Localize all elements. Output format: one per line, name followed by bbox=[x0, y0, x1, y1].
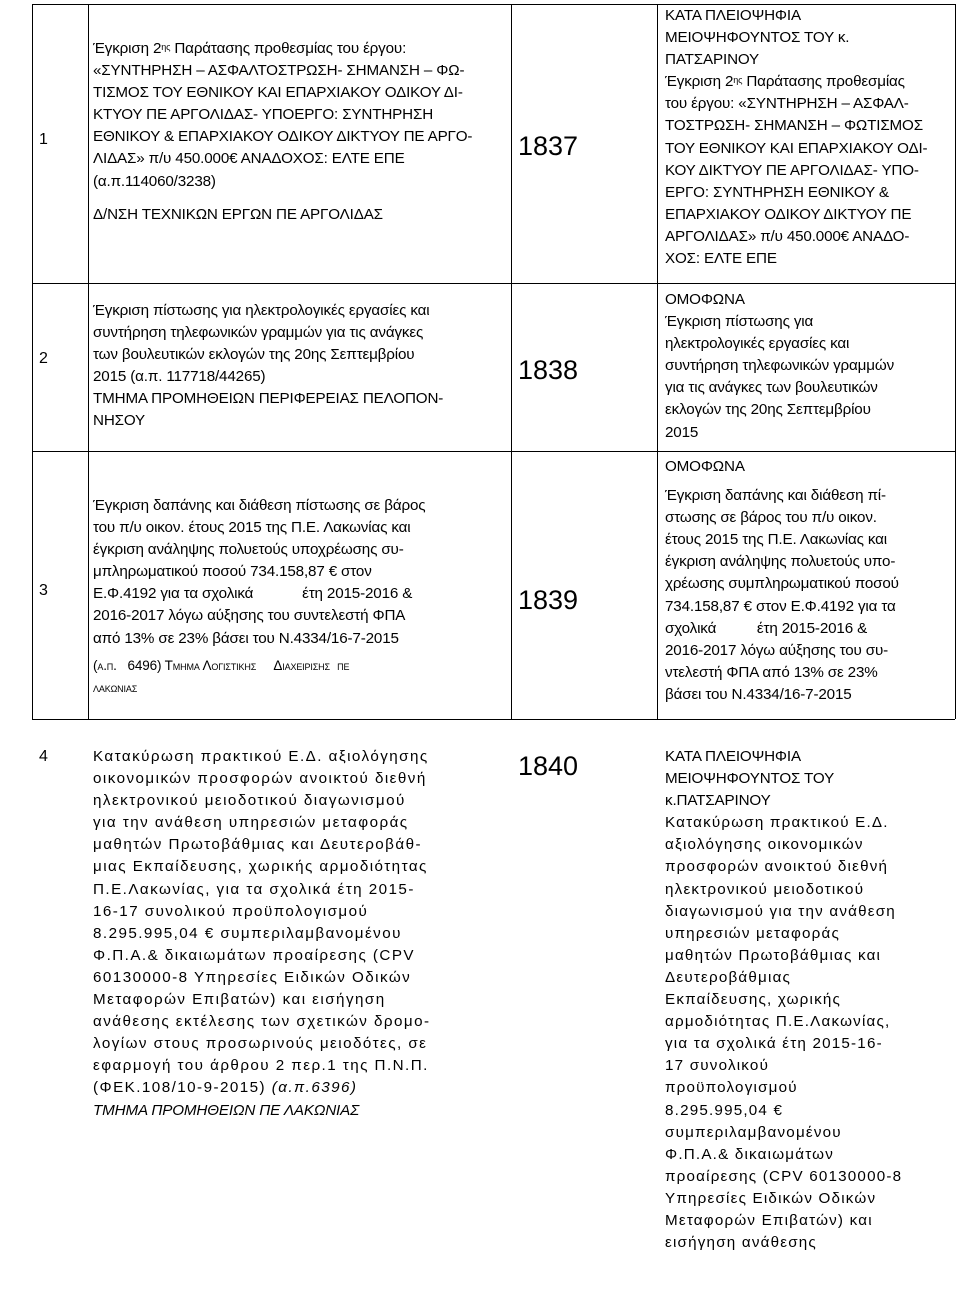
decision-text: προσφορών ανοικτού διεθνή bbox=[665, 858, 889, 876]
row-number: 1 bbox=[39, 131, 48, 148]
subject-text: ΤΙΣΜΟΣ ΤΟΥ ΕΘΝΙΚΟΥ ΚΑΙ ΕΠΑΡΧΙΑΚΟΥ ΟΔΙΚΟΥ ΔΙ- bbox=[93, 84, 463, 102]
department-name: λακωνιας bbox=[93, 679, 138, 695]
decision-text: υπηρεσιών μεταφοράς bbox=[665, 924, 840, 942]
vote-result: κ.ΠΑΤΣΑΡΙΝΟΥ bbox=[665, 792, 771, 810]
decision-text: ΤΟΥ ΕΘΝΙΚΟΥ ΚΑΙ ΕΠΑΡΧΙΑΚΟΥ ΟΔΙ- bbox=[665, 139, 928, 157]
decision-cell bbox=[665, 746, 955, 1254]
decision-text: προϋπολογισμού bbox=[665, 1079, 798, 1097]
subject-text: έγκριση ανάληψης πολυετούς υποχρέωσης συ- bbox=[93, 541, 404, 559]
subject-text: του π/υ οικον. έτους 2015 της Π.Ε. Λακωνίας και bbox=[93, 519, 411, 537]
subject-cell bbox=[93, 746, 504, 1122]
decision-text: έγκριση ανάληψης πολυετούς υπο- bbox=[665, 553, 896, 571]
row-divider bbox=[32, 451, 955, 452]
decision-text: για τις ανάγκες των βουλευτικών bbox=[665, 379, 878, 397]
department-name: (α.π. 6496) Τμημα Λογιστικης Διαχειρισης πε bbox=[93, 657, 350, 673]
decision-text: συντήρηση τηλεφωνικών γραμμών bbox=[665, 357, 895, 375]
decision-text: Έγκριση 2 bbox=[665, 73, 734, 91]
decision-text: διαγωνισμού για την ανάθεση bbox=[665, 902, 896, 920]
decision-text: ηλεκτρολογικές εργασίες και bbox=[665, 335, 850, 353]
decision-text: σχολικά έτη 2015-2016 & bbox=[665, 619, 868, 637]
subject-cell bbox=[93, 300, 504, 433]
decision-text: ΤΟΣΤΡΩΣΗ- ΣΗΜΑΝΣΗ – ΦΩΤΙΣΜΟΣ bbox=[665, 117, 923, 135]
department-name: ΤΜΗΜΑ ΠΡΟΜΗΘΕΙΩΝ ΠΕ ΛΑΚΩΝΙΑΣ bbox=[93, 1101, 360, 1119]
decision-text: Έγκριση πίστωσης για bbox=[665, 313, 814, 331]
subject-text: ΕΘΝΙΚΟΥ & ΕΠΑΡΧΙΑΚΟΥ ΟΔΙΚΟΥ ΔΙΚΤΥΟΥ ΠΕ ΑΡΓΟ- bbox=[93, 128, 473, 146]
subject-text: ηλεκτρονικού μειοδοτικού διαγωνισμού bbox=[93, 792, 406, 810]
decision-text: Κατακύρωση πρακτικού Ε.Δ. bbox=[665, 814, 889, 832]
vote-result: ΟΜΟΦΩΝΑ bbox=[665, 291, 745, 308]
decision-text: Έγκριση δαπάνης και διάθεση πί- bbox=[665, 487, 886, 505]
subject-text: μπληρωματικού ποσού 734.158,87 € στον bbox=[93, 563, 372, 581]
subject-text: μιας Εκπαίδευσης, χωρικής αρμοδιότητας bbox=[93, 858, 428, 876]
decision-text: 2016-2017 λόγω αύξησης του συ- bbox=[665, 641, 889, 659]
row-number: 4 bbox=[39, 748, 48, 765]
superscript: ης bbox=[161, 42, 171, 52]
decision-text: Μεταφορών Επιβατών) και bbox=[665, 1211, 873, 1229]
row-number: 3 bbox=[39, 582, 48, 599]
subject-text: από 13% σε 23% βάσει του Ν.4334/16-7-2015 bbox=[93, 629, 399, 647]
decision-cell bbox=[665, 5, 955, 270]
subject-text: 2016-2017 λόγω αύξησης του συντελεστή ΦΠΑ bbox=[93, 607, 406, 625]
subject-text: λογίων στους προσωρινούς μειοδότες, σε bbox=[93, 1035, 428, 1053]
decision-cell bbox=[665, 289, 955, 444]
subject-text: 8.295.995,04 € συμπεριλαμβανομένου bbox=[93, 924, 402, 942]
vote-result: ΟΜΟΦΩΝΑ bbox=[665, 458, 745, 475]
vote-result: ΚΑΤΑ ΠΛΕΙΟΨΗΦΙΑ bbox=[665, 7, 801, 24]
row-divider bbox=[32, 719, 955, 720]
subject-text: (ΦΕΚ.108/10-9-2015) bbox=[93, 1079, 272, 1097]
superscript: ης bbox=[733, 75, 743, 86]
column-divider bbox=[511, 4, 512, 719]
decision-text: για τα σχολικά έτη 2015-16- bbox=[665, 1035, 883, 1053]
column-divider bbox=[657, 4, 658, 719]
decision-text: αρμοδιότητας Π.Ε.Λακωνίας, bbox=[665, 1013, 891, 1031]
decision-text: συμπεριλαμβανομένου bbox=[665, 1123, 842, 1141]
row-divider bbox=[32, 283, 955, 284]
decision-text: ΕΡΓΟ: ΣΥΝΤΗΡΗΣΗ ΕΘΝΙΚΟΥ & bbox=[665, 183, 889, 201]
vote-result: ΚΑΤΑ ΠΛΕΙΟΨΗΦΙΑ bbox=[665, 748, 801, 765]
subject-text: συντήρηση τηλεφωνικών γραμμών για τις ανάγκες bbox=[93, 324, 424, 342]
decision-text: Δευτεροβάθμιας bbox=[665, 968, 792, 986]
subject-text: για την ανάθεση υπηρεσιών μεταφοράς bbox=[93, 814, 409, 832]
subject-text: οικονομικών προσφορών ανοικτού διεθνή bbox=[93, 770, 427, 788]
decision-text: ΚΟΥ ΔΙΚΤΥΟΥ ΠΕ ΑΡΓΟΛΙΔΑΣ- ΥΠΟ- bbox=[665, 161, 919, 179]
decision-text: 2015 bbox=[665, 423, 699, 441]
subject-text: ΛΙΔΑΣ» π/υ 450.000€ ΑΝΑΔΟΧΟΣ: ΕΛΤΕ ΕΠΕ bbox=[93, 150, 405, 168]
subject-text: Έγκριση πίστωσης για ηλεκτρολογικές εργασίες και bbox=[93, 302, 430, 319]
subject-text: 16-17 συνολικού προϋπολογισμού bbox=[93, 902, 369, 920]
vote-result: ΜΕΙΟΨΗΦΟΥΝΤΟΣ ΤΟΥ bbox=[665, 770, 835, 788]
decision-text: ΧΟΣ: ΕΛΤΕ ΕΠΕ bbox=[665, 250, 777, 268]
reference-number: (α.π. 117718/44265) bbox=[130, 368, 266, 386]
row-number: 2 bbox=[39, 350, 48, 367]
subject-text: Φ.Π.Α.& δικαιωμάτων προαίρεσης (CPV bbox=[93, 946, 415, 964]
decision-text: εισήγηση ανάθεσης bbox=[665, 1234, 817, 1252]
table-border-right bbox=[955, 4, 956, 719]
subject-text: μαθητών Πρωτοβάθμιας και Δευτεροβάθ- bbox=[93, 836, 423, 854]
subject-text: ανάθεσης εκτέλεσης των σχετικών δρομο- bbox=[93, 1013, 431, 1031]
decision-text: χρέωσης συμπληρωματικού ποσού bbox=[665, 575, 899, 593]
decision-text: 17 συνολικού bbox=[665, 1057, 770, 1075]
decision-text: έτους 2015 της Π.Ε. Λακωνίας και bbox=[665, 531, 887, 549]
decision-text: προαίρεσης (CPV 60130000-8 bbox=[665, 1167, 903, 1185]
decision-text: του έργου: «ΣΥΝΤΗΡΗΣΗ – ΑΣΦΑΛ- bbox=[665, 95, 909, 113]
table-border-left bbox=[32, 4, 33, 719]
department-name: ΤΜΗΜΑ ΠΡΟΜΗΘΕΙΩΝ ΠΕΡΙΦΕΡΕΙΑΣ ΠΕΛΟΠΟΝ- bbox=[93, 390, 444, 408]
subject-text: Έγκριση δαπάνης και διάθεση πίστωσης σε βάρος bbox=[93, 497, 426, 514]
subject-text: Έγκριση 2 bbox=[93, 40, 162, 57]
decision-text: Φ.Π.Α.& δικαιωμάτων bbox=[665, 1145, 835, 1163]
decision-text: Παράτασης προθεσμίας bbox=[742, 73, 905, 91]
subject-text: Κατακύρωση πρακτικού Ε.Δ. αξιολόγησης bbox=[93, 748, 429, 765]
decision-text: αξιολόγησης οικονομικών bbox=[665, 836, 864, 854]
decision-number: 1839 bbox=[518, 585, 579, 615]
subject-text: των βουλευτικών εκλογών της 20ης Σεπτεμβρίου bbox=[93, 346, 415, 364]
subject-text: ΚΤΥΟΥ ΠΕ ΑΡΓΟΛΙΔΑΣ- ΥΠΟΕΡΓΟ: ΣΥΝΤΗΡΗΣΗ bbox=[93, 106, 434, 124]
vote-result: ΠΑΤΣΑΡΙΝΟΥ bbox=[665, 51, 760, 69]
reference-number: (α.π.6396) bbox=[271, 1079, 358, 1097]
decision-text: ΕΠΑΡΧΙΑΚΟΥ ΟΔΙΚΟΥ ΔΙΚΤΥΟΥ ΠΕ bbox=[665, 205, 912, 223]
decision-text: βάσει του Ν.4334/16-7-2015 bbox=[665, 685, 852, 703]
subject-text: Μεταφορών Επιβατών) και εισήγηση bbox=[93, 991, 386, 1009]
subject-text: Παράτασης προθεσμίας του έργου: bbox=[170, 40, 407, 57]
subject-text: 2015 bbox=[93, 368, 131, 386]
subject-text: 60130000-8 Υπηρεσίες Ειδικών Οδικών bbox=[93, 968, 412, 986]
subject-text: εφαρμογή του άρθρου 2 περ.1 της Π.Ν.Π. bbox=[93, 1057, 429, 1075]
decision-number: 1838 bbox=[518, 355, 579, 385]
subject-text: Ε.Φ.4192 για τα σχολικά έτη 2015-2016 & bbox=[93, 585, 413, 603]
decision-text: εκλογών της 20ης Σεπτεμβρίου bbox=[665, 401, 871, 419]
department-name: ΝΗΣΟΥ bbox=[93, 412, 146, 430]
decision-text: ηλεκτρονικού μειοδοτικού bbox=[665, 880, 865, 898]
decision-number: 1840 bbox=[518, 751, 579, 781]
column-divider bbox=[88, 4, 89, 719]
decision-cell bbox=[665, 456, 955, 706]
subject-cell bbox=[93, 495, 504, 699]
decision-text: 8.295.995,04 € bbox=[665, 1101, 784, 1119]
decision-number: 1837 bbox=[518, 131, 579, 161]
decision-text: ντελεστή ΦΠΑ από 13% σε 23% bbox=[665, 663, 878, 681]
department-name: Δ/ΝΣΗ ΤΕΧΝΙΚΩΝ ΕΡΓΩΝ ΠΕ ΑΡΓΟΛΙΔΑΣ bbox=[93, 205, 383, 223]
vote-result: ΜΕΙΟΨΗΦΟΥΝΤΟΣ ΤΟΥ κ. bbox=[665, 29, 850, 47]
subject-text: Π.Ε.Λακωνίας, για τα σχολικά έτη 2015- bbox=[93, 880, 415, 898]
decision-text: Υπηρεσίες Ειδικών Οδικών bbox=[665, 1189, 877, 1207]
reference-number: (α.π.114060/3238) bbox=[93, 172, 216, 190]
subject-cell bbox=[93, 38, 504, 226]
decision-text: Εκπαίδευσης, χωρικής bbox=[665, 991, 842, 1009]
decision-text: μαθητών Πρωτοβάθμιας και bbox=[665, 946, 882, 964]
subject-text: «ΣΥΝΤΗΡΗΣΗ – ΑΣΦΑΛΤΟΣΤΡΩΣΗ- ΣΗΜΑΝΣΗ – ΦΩ- bbox=[93, 62, 465, 80]
decision-text: 734.158,87 € στον Ε.Φ.4192 για τα bbox=[665, 597, 896, 615]
decision-text: στωσης σε βάρος του π/υ οικον. bbox=[665, 509, 877, 527]
decision-text: ΑΡΓΟΛΙΔΑΣ» π/υ 450.000€ ΑΝΑΔΟ- bbox=[665, 227, 910, 245]
